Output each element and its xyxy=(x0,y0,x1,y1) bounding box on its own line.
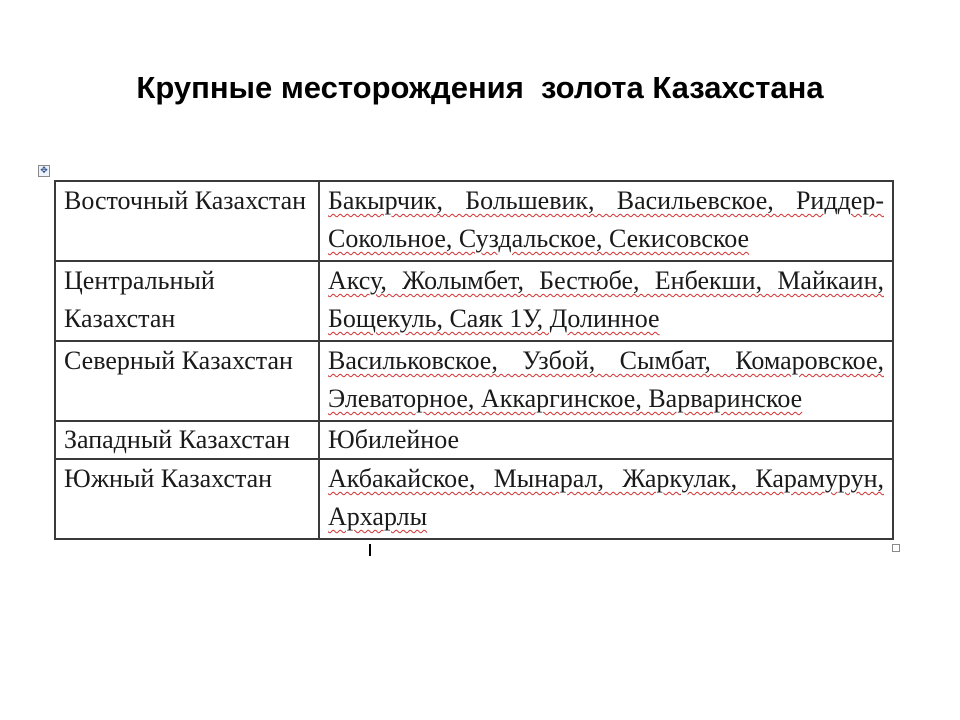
table-row xyxy=(55,181,893,261)
region-cell: Северный Казахстан xyxy=(55,341,319,421)
deposits-cell: Акбакайское, Мынарал, Жаркулак, Карамурун, Архарлы xyxy=(319,459,893,539)
table-row xyxy=(55,421,893,459)
table-row xyxy=(55,459,893,539)
deposits-cell: Аксу, Жолымбет, Бестюбе, Енбекши, Майкаин, Бощекуль, Саяк 1У, Долинное xyxy=(319,261,893,341)
table-row xyxy=(55,261,893,341)
table-row xyxy=(55,341,893,421)
table-move-icon[interactable]: ✥ xyxy=(38,165,50,177)
deposits-cell: Юбилейное xyxy=(319,421,893,459)
deposits-cell: Бакырчик, Большевик, Васильевское, Риддер-Сокольное, Суздальское, Секисовское xyxy=(319,181,893,261)
region-cell: Восточный Казахстан xyxy=(55,181,319,261)
deposits-table xyxy=(54,180,894,540)
table-resize-icon[interactable] xyxy=(892,544,900,552)
region-cell: Центральный Казахстан xyxy=(55,261,319,341)
deposits-cell: Васильковское, Узбой, Сымбат, Комаровское, Элеваторное, Аккаргинское, Варваринское xyxy=(319,341,893,421)
region-cell: Западный Казахстан xyxy=(55,421,319,459)
text-cursor xyxy=(369,544,371,556)
region-cell: Южный Казахстан xyxy=(55,459,319,539)
slide-title: Крупные месторождения золота Казахстана xyxy=(136,70,824,105)
